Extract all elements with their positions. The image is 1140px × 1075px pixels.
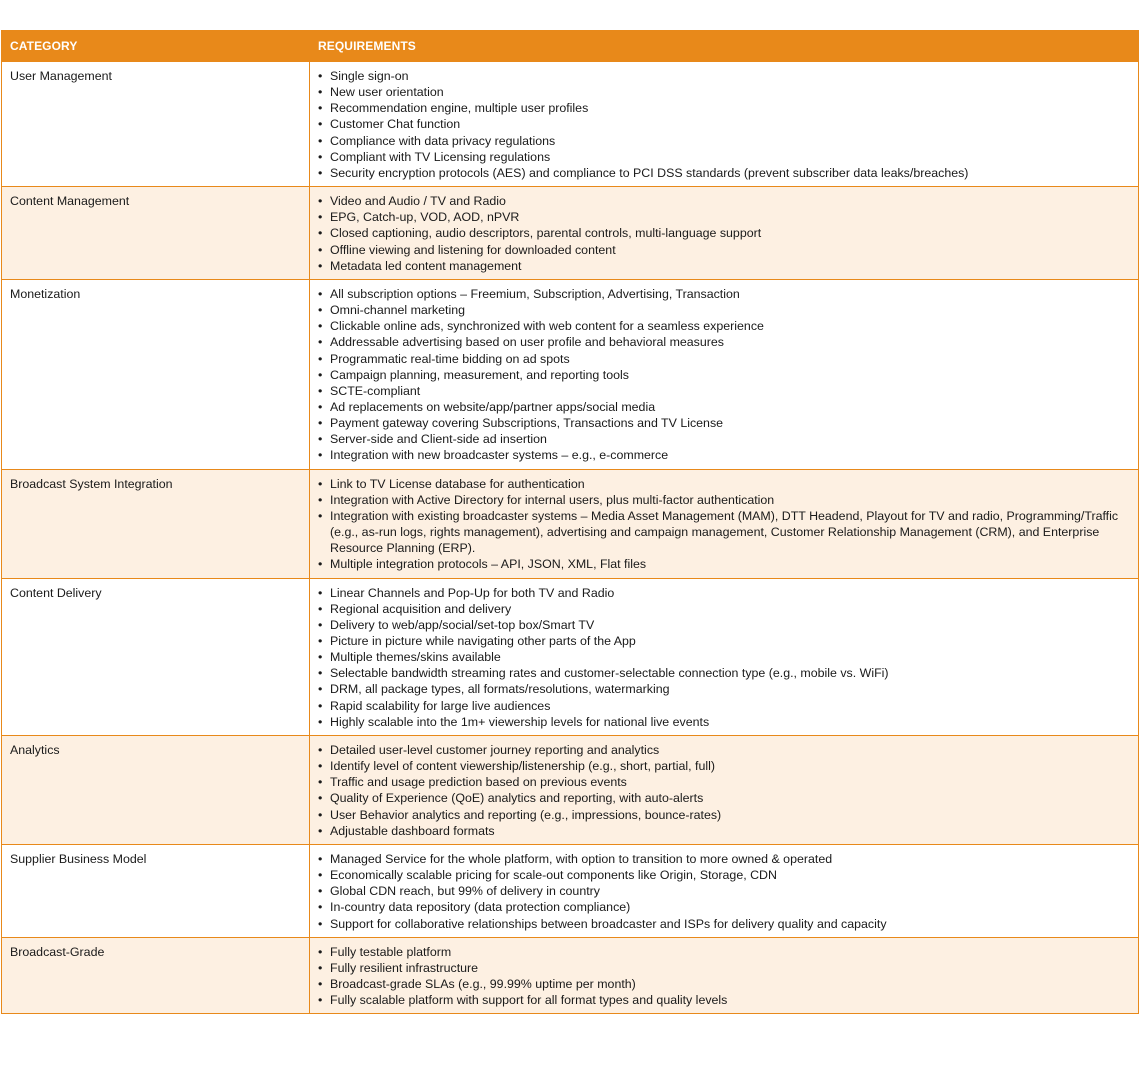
category-cell: User Management xyxy=(2,62,310,187)
requirement-item: • Economically scalable pricing for scale-out components like Origin, Storage, CDN xyxy=(318,867,1130,883)
table-row xyxy=(2,279,1139,469)
requirement-item: • Highly scalable into the 1m+ viewership levels for national live events xyxy=(318,714,1130,730)
requirements-cell xyxy=(310,844,1139,937)
requirement-item: • In-country data repository (data protection compliance) xyxy=(318,899,1130,915)
requirement-item: • Integration with new broadcaster systems – e.g., e-commerce xyxy=(318,447,1130,463)
table-row xyxy=(2,937,1139,1014)
category-cell: Supplier Business Model xyxy=(2,844,310,937)
requirements-cell xyxy=(310,937,1139,1014)
table-row xyxy=(2,578,1139,735)
requirement-item: • Metadata led content management xyxy=(318,258,1130,274)
requirement-item: • Compliant with TV Licensing regulations xyxy=(318,149,1130,165)
requirements-cell xyxy=(310,62,1139,187)
requirement-item: • Adjustable dashboard formats xyxy=(318,823,1130,839)
requirement-item: • User Behavior analytics and reporting (e.g., impressions, bounce-rates) xyxy=(318,807,1130,823)
requirement-item: • Campaign planning, measurement, and reporting tools xyxy=(318,367,1130,383)
requirement-item: • Regional acquisition and delivery xyxy=(318,601,1130,617)
requirement-item: • Customer Chat function xyxy=(318,116,1130,132)
requirement-item: • Linear Channels and Pop-Up for both TV and Radio xyxy=(318,585,1130,601)
requirement-item: • Global CDN reach, but 99% of delivery in country xyxy=(318,883,1130,899)
requirement-item: • Clickable online ads, synchronized with web content for a seamless experience xyxy=(318,318,1130,334)
requirement-item: • Link to TV License database for authentication xyxy=(318,476,1130,492)
table-row xyxy=(2,62,1139,187)
requirements-cell xyxy=(310,187,1139,280)
category-cell: Analytics xyxy=(2,735,310,844)
requirement-item: • Security encryption protocols (AES) and compliance to PCI DSS standards (prevent subscriber data leaks/breaches) xyxy=(318,165,1130,181)
requirement-item: • Server-side and Client-side ad insertion xyxy=(318,431,1130,447)
requirement-item: • Delivery to web/app/social/set-top box/Smart TV xyxy=(318,617,1130,633)
table-body xyxy=(2,62,1139,1014)
requirement-item: • Ad replacements on website/app/partner apps/social media xyxy=(318,399,1130,415)
category-cell: Broadcast System Integration xyxy=(2,469,310,578)
requirement-item: • Support for collaborative relationships between broadcaster and ISPs for delivery quality and capacity xyxy=(318,916,1130,932)
requirement-item: • Closed captioning, audio descriptors, parental controls, multi-language support xyxy=(318,225,1130,241)
requirements-table xyxy=(1,30,1139,1014)
requirement-item: • Integration with Active Directory for internal users, plus multi-factor authentication xyxy=(318,492,1130,508)
requirement-item: • Video and Audio / TV and Radio xyxy=(318,193,1130,209)
requirement-item: • Offline viewing and listening for downloaded content xyxy=(318,242,1130,258)
category-cell: Content Delivery xyxy=(2,578,310,735)
requirement-item: • Single sign-on xyxy=(318,68,1130,84)
requirement-item: • Broadcast-grade SLAs (e.g., 99.99% uptime per month) xyxy=(318,976,1130,992)
requirement-item: • Recommendation engine, multiple user profiles xyxy=(318,100,1130,116)
table-row xyxy=(2,735,1139,844)
requirements-list xyxy=(318,193,1130,274)
requirement-item: • Multiple themes/skins available xyxy=(318,649,1130,665)
requirement-item: • Addressable advertising based on user profile and behavioral measures xyxy=(318,334,1130,350)
table-header xyxy=(2,31,1139,62)
requirement-item: • Detailed user-level customer journey reporting and analytics xyxy=(318,742,1130,758)
requirement-item: • Traffic and usage prediction based on previous events xyxy=(318,774,1130,790)
requirement-item: • Programmatic real-time bidding on ad spots xyxy=(318,351,1130,367)
requirements-cell xyxy=(310,578,1139,735)
category-cell: Content Management xyxy=(2,187,310,280)
table-row xyxy=(2,469,1139,578)
requirement-item: • Multiple integration protocols – API, JSON, XML, Flat files xyxy=(318,556,1130,572)
requirements-list xyxy=(318,68,1130,181)
requirement-item: • New user orientation xyxy=(318,84,1130,100)
requirement-item: • Fully testable platform xyxy=(318,944,1130,960)
requirement-item: • EPG, Catch-up, VOD, AOD, nPVR xyxy=(318,209,1130,225)
category-column-header: CATEGORY xyxy=(2,31,310,62)
requirement-item: • Selectable bandwidth streaming rates and customer-selectable connection type (e.g., mobile vs. WiFi) xyxy=(318,665,1130,681)
table-row xyxy=(2,844,1139,937)
requirement-item: • Payment gateway covering Subscriptions, Transactions and TV License xyxy=(318,415,1130,431)
requirements-list xyxy=(318,742,1130,839)
requirement-item: • Rapid scalability for large live audiences xyxy=(318,698,1130,714)
table-row xyxy=(2,187,1139,280)
requirements-list xyxy=(318,851,1130,932)
requirements-cell xyxy=(310,469,1139,578)
requirement-item: • Picture in picture while navigating other parts of the App xyxy=(318,633,1130,649)
requirements-list xyxy=(318,585,1130,730)
requirement-item: • Compliance with data privacy regulations xyxy=(318,133,1130,149)
requirement-item: • Integration with existing broadcaster systems – Media Asset Management (MAM), DTT Headend, Playout for TV and radio, Programming/Traffic (e.g., as-run logs, rights management), advertising and campaign management, Customer Relationship Management (CRM), and Enterprise Resource Planning (ERP). xyxy=(318,508,1130,556)
category-cell: Monetization xyxy=(2,279,310,469)
requirement-item: • Fully resilient infrastructure xyxy=(318,960,1130,976)
requirement-item: • DRM, all package types, all formats/resolutions, watermarking xyxy=(318,681,1130,697)
requirement-item: • Fully scalable platform with support for all format types and quality levels xyxy=(318,992,1130,1008)
requirement-item: • Identify level of content viewership/listenership (e.g., short, partial, full) xyxy=(318,758,1130,774)
header-row xyxy=(2,31,1139,62)
requirement-item: • Quality of Experience (QoE) analytics and reporting, with auto-alerts xyxy=(318,790,1130,806)
requirements-list xyxy=(318,476,1130,573)
requirement-item: • SCTE-compliant xyxy=(318,383,1130,399)
requirements-column-header: REQUIREMENTS xyxy=(310,31,1139,62)
requirements-list xyxy=(318,944,1130,1009)
requirement-item: • Managed Service for the whole platform, with option to transition to more owned & operated xyxy=(318,851,1130,867)
requirement-item: • Omni-channel marketing xyxy=(318,302,1130,318)
requirement-item: • All subscription options – Freemium, Subscription, Advertising, Transaction xyxy=(318,286,1130,302)
requirements-cell xyxy=(310,735,1139,844)
requirements-cell xyxy=(310,279,1139,469)
requirements-list xyxy=(318,286,1130,464)
category-cell: Broadcast-Grade xyxy=(2,937,310,1014)
